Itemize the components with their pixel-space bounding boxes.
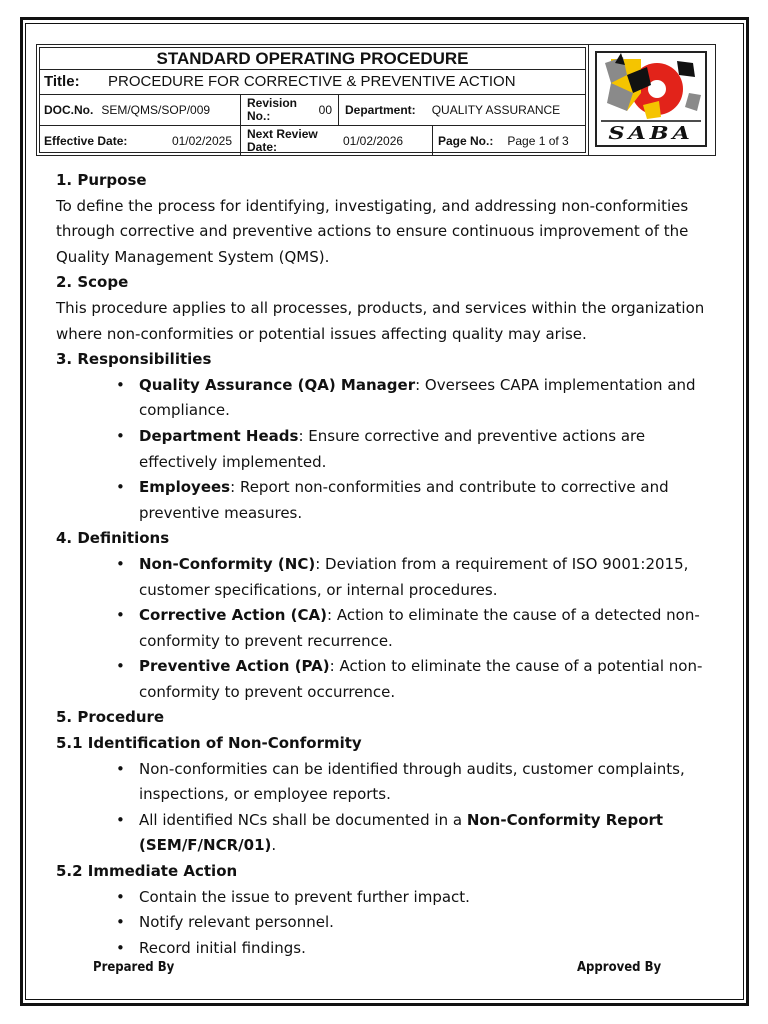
document-body [56,168,718,961]
list-item: • Preventive Action (PA): Action to eliminate the cause of a potential non-conformity to prevent occurrence. [139,654,718,705]
revision-label: Revision No.: [247,96,298,123]
list-item: • Employees: Report non-conformities and contribute to corrective and preventive measures. [139,475,718,526]
list-item: • Record initial findings. [139,936,718,962]
next-review-value: 01/02/2026 [343,134,404,148]
company-logo-box [588,44,716,156]
header-title-row [40,70,585,95]
list-item: • Corrective Action (CA): Action to eliminate the cause of a detected non-conformity to prevent recurrence. [139,603,718,654]
header-doc-row [40,95,585,126]
page-no-value: Page 1 of 3 [507,134,569,148]
department-label: Department: [345,103,416,117]
scope-heading: 2. Scope [56,273,129,292]
title-label: Title: [44,73,80,90]
procedure-heading: 5. Procedure [56,708,165,727]
list-item: • Non-conformities can be identified through audits, customer complaints, inspections, or employee reports. [139,757,718,808]
immediate-action-list [56,885,718,962]
list-item: • Quality Assurance (QA) Manager: Oversees CAPA implementation and compliance. [139,373,718,424]
doc-no-label: DOC.No. [44,103,94,117]
purpose-heading: 1. Purpose [56,171,147,189]
header-title-bar: STANDARD OPERATING PROCEDURE [40,48,585,70]
revision-value: 00 [318,103,332,117]
purpose-text: To define the process for identifying, investigating, and addressing non-conformities through corrective and preventive actions to ensure continuous improvement of the Quality Management System (QMS). [56,196,689,266]
definitions-list [56,552,718,706]
responsibilities-heading: 3. Responsibilities [56,350,212,369]
identification-heading: 5.1 Identification of Non-Conformity [56,734,362,753]
approved-by-label: Approved By [577,960,662,975]
definitions-heading: 4. Definitions [56,529,170,548]
saba-logo-text: SABA [608,123,694,144]
saba-logo [595,51,707,147]
title-value: PROCEDURE FOR CORRECTIVE & PREVENTIVE ACTION [108,73,516,90]
responsibilities-list [56,373,718,527]
page-no-label: Page No.: [438,134,494,148]
list-item: • Non-Conformity (NC): Deviation from a requirement of ISO 9001:2015, customer specifications, or internal procedures. [139,552,718,603]
effective-date-label: Effective Date: [44,134,128,148]
next-review-label: Next Review Date: [247,127,318,154]
list-item: • All identified NCs shall be documented in a Non-Conformity Report (SEM/F/NCR/01). [139,808,718,859]
doc-no-value: SEM/QMS/SOP/009 [101,103,211,117]
identification-list [56,757,718,859]
list-item: • Contain the issue to prevent further impact. [139,885,718,911]
effective-date-value: 01/02/2025 [171,134,232,148]
document-header-table [36,44,589,156]
immediate-action-heading: 5.2 Immediate Action [56,862,238,881]
list-item: • Department Heads: Ensure corrective and preventive actions are effectively implemented. [139,424,718,475]
department-value: QUALITY ASSURANCE [431,103,561,117]
list-item: • Notify relevant personnel. [139,910,718,936]
header-dates-row [40,126,585,156]
scope-text: This procedure applies to all processes, products, and services within the organization where non-conformities or potential issues affecting quality may arise. [56,298,705,343]
prepared-by-label: Prepared By [93,960,175,975]
